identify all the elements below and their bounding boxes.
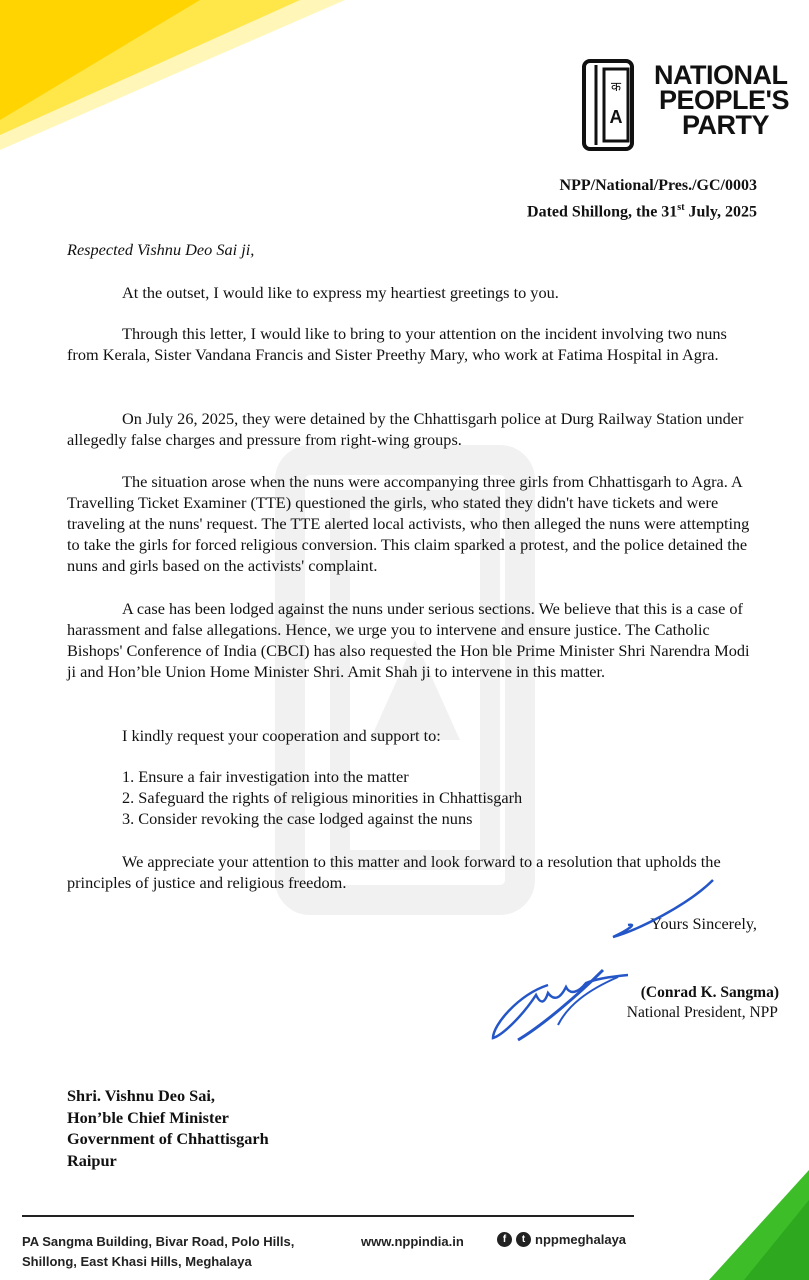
salutation: Respected Vishnu Deo Sai ji,	[67, 240, 255, 259]
closing-paragraph: We appreciate your attention to this matter and look forward to a resolution that upholds the principles of justice and religious freedom.	[67, 852, 721, 892]
facebook-icon[interactable]: f	[497, 1232, 512, 1247]
date-prefix: Dated Shillong, the 31	[527, 203, 678, 221]
recipient-address	[67, 1085, 269, 1171]
paragraph-1: At the outset, I would like to express my heartiest greetings to you.	[122, 283, 559, 302]
paragraph-5: A case has been lodged against the nuns under serious sections. We believe that this is a case of harassment and false allegations. Hence, we urge you to intervene and ensure justice. The Catholic Bishops' Conference of India (CBCI) has also requested the Hon ble Prime Minister Shri Narendra Modi ji and Hon’ble Union Home Minister Shri. Amit Shah ji to intervene in this matter.	[67, 599, 750, 681]
reference-block	[527, 175, 757, 223]
date-suffix-sup: st	[677, 202, 685, 213]
footer-divider	[22, 1215, 634, 1217]
yellow-corner-graphic	[0, 0, 360, 150]
date-suffix: July, 2025	[684, 203, 757, 221]
footer-website[interactable]: www.nppindia.in	[361, 1234, 464, 1249]
list-item: 1. Ensure a fair investigation into the matter	[122, 767, 409, 786]
twitter-icon[interactable]: t	[516, 1232, 531, 1247]
recipient-line: Hon’ble Chief Minister	[67, 1107, 229, 1127]
signer-name: (Conrad K. Sangma)	[640, 984, 779, 1001]
paragraph-4: The situation arose when the nuns were accompanying three girls from Chhattisgarh to Agra. A Travelling Ticket Examiner (TTE) questioned the girls, who stated they didn't have tickets and were traveling at the nuns' request. The TTE alerted local activists, who then alleged the nuns were attempting to take the girls for forced religious conversion. This claim sparked a protest, and the police detained the nuns and girls based on the activists' complaint.	[67, 472, 750, 575]
paragraph-2: Through this letter, I would like to bring to your attention on the incident involving two nuns from Kerala, Sister Vandana Francis and Sister Preethy Mary, who work at Fatima Hospital in Agra.	[67, 324, 727, 364]
paragraph-3: On July 26, 2025, they were detained by the Chhattisgarh police at Durg Railway Station under allegedly false charges and pressure from right-wing groups.	[67, 409, 744, 449]
book-glyph-top: क	[611, 80, 621, 95]
signer-block	[627, 983, 779, 1023]
footer-address-line-1: PA Sangma Building, Bivar Road, Polo Hills,	[22, 1234, 295, 1249]
logo-line-1: NATIONAL	[654, 60, 788, 90]
request-list	[122, 766, 522, 829]
book-glyph-bottom: A	[609, 107, 623, 127]
reference-number: NPP/National/Pres./GC/0003	[559, 177, 757, 194]
logo-line-3: PARTY	[682, 110, 770, 140]
recipient-line: Shri. Vishnu Deo Sai,	[67, 1086, 215, 1105]
logo-wordmark	[654, 60, 789, 140]
recipient-line: Raipur	[67, 1150, 117, 1170]
footer-address-line-2: Shillong, East Khasi Hills, Meghalaya	[22, 1254, 252, 1269]
signer-title: National President, NPP	[626, 1004, 778, 1021]
letter-date	[527, 197, 757, 223]
social-handle[interactable]: nppmeghalaya	[535, 1232, 627, 1247]
recipient-line: Government of Chhattisgarh	[67, 1129, 269, 1148]
closing-phrase: Yours Sincerely,	[650, 914, 757, 933]
logo-line-2: PEOPLE'S	[659, 85, 789, 115]
green-corner-graphic	[689, 1170, 809, 1280]
list-item: 2. Safeguard the rights of religious minorities in Chhattisgarh	[122, 788, 523, 807]
list-item: 3. Consider revoking the case lodged against the nuns	[122, 809, 473, 828]
footer-address	[22, 1232, 294, 1272]
footer-social	[497, 1232, 626, 1247]
paragraph-6: I kindly request your cooperation and support to:	[122, 726, 441, 745]
